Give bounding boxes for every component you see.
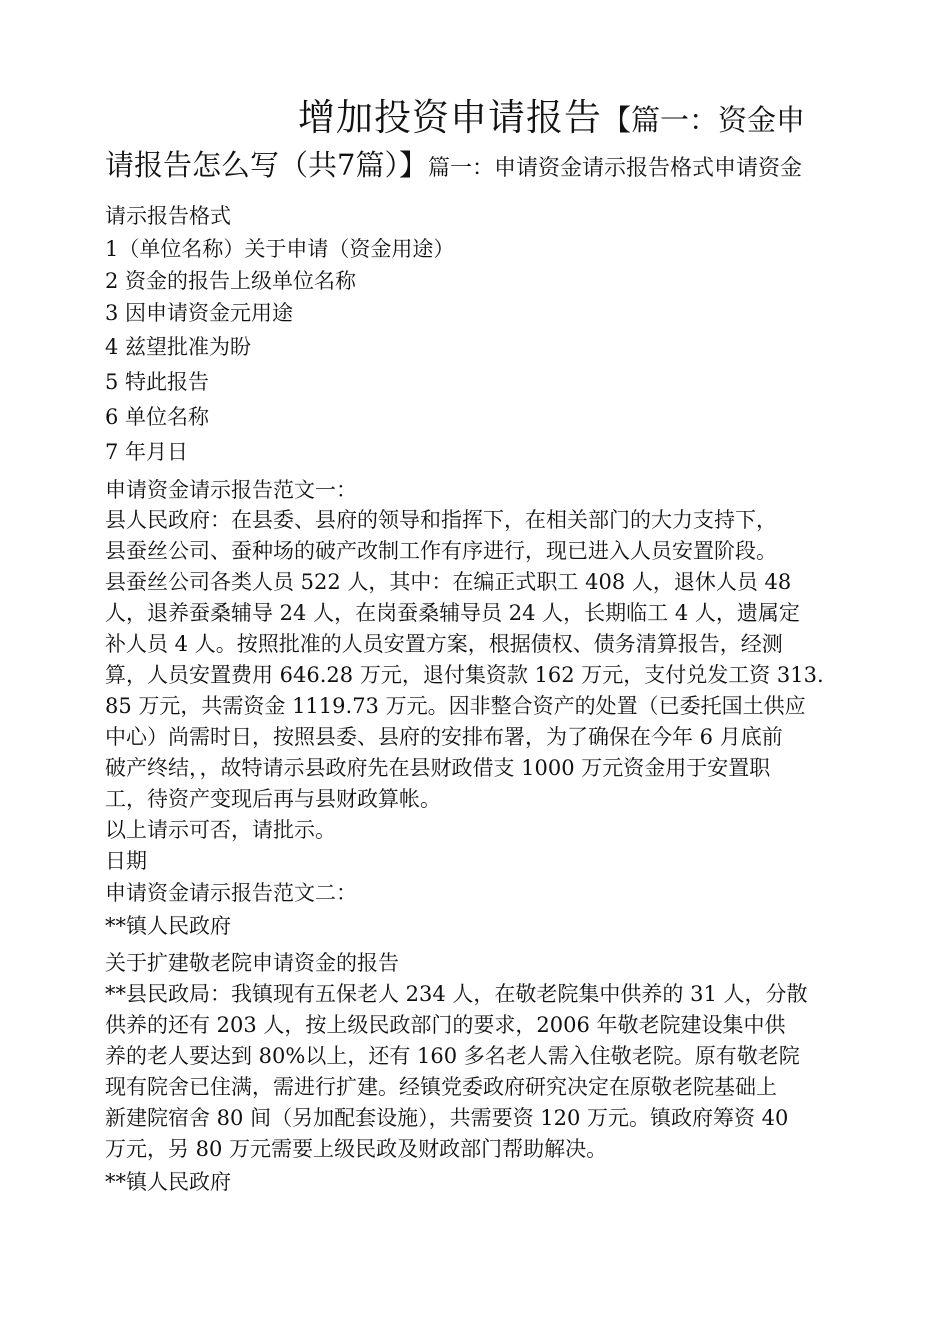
example-1-line: 破产终结，，故特请示县政府先在县财政借支 1000 万元资金用于安置职 [105,756,771,780]
format-heading: 请示报告格式 [105,204,231,228]
format-item: 4 兹望批准为盼 [105,335,252,359]
document-title-line-2 [105,150,802,182]
example-2-line: **县民政局：我镇现有五保老人 234 人，在敬老院集中供养的 31 人，分散 [105,982,808,1006]
example-1-line: 补人员 4 人。按照批准的人员安置方案，根据债权、债务清算报告，经测 [105,632,783,656]
example-2-org: **镇人民政府 [105,914,231,938]
example-2-line: 新建院宿舍 80 间（另加配套设施），共需要资 120 万元。镇政府筹资 40 [105,1106,789,1130]
example-1-line: 人，退养蚕桑辅导 24 人，在岗蚕桑辅导员 24 人，长期临工 4 人，遗属定 [105,601,800,625]
example-1-line: 工，待资产变现后再与县财政算帐。 [105,787,441,811]
example-2-line: 万元，另 80 万元需要上级民政及财政部门帮助解决。 [105,1137,608,1161]
example-1-line: 县蚕丝公司各类人员 522 人，其中：在编正式职工 408 人，退休人员 48 [105,570,792,594]
format-item: 6 单位名称 [105,405,210,429]
example-2-line: 现有院舍已住满，需进行扩建。经镇党委政府研究决定在原敬老院基础上 [105,1075,777,1099]
example-1-line: 算，人员安置费用 646.28 万元，退付集资款 162 万元，支付兑发工资 313. [105,663,824,687]
example-2-signature: **镇人民政府 [105,1170,231,1194]
example-1-heading: 申请资金请示报告范文一： [105,478,357,502]
format-item: 5 特此报告 [105,370,210,394]
document-title-line-1 [298,98,805,139]
example-1-closing: 以上请示可否，请批示。 [105,818,336,842]
example-1-line: 中心）尚需时日，按照县委、县府的安排布署，为了确保在今年 6 月底前 [105,725,783,749]
format-item: 3 因申请资金元用途 [105,301,294,325]
format-item: 7 年月日 [105,440,189,464]
format-item: 1（单位名称）关于申请（资金用途） [105,237,455,261]
example-2-line: 供养的还有 203 人，按上级民政部门的要求，2006 年敬老院建设集中供 [105,1013,786,1037]
example-1-line: 县人民政府：在县委、县府的领导和指挥下，在相关部门的大力支持下， [105,508,777,532]
example-2-subject: 关于扩建敬老院申请资金的报告 [105,951,399,975]
example-1-date: 日期 [105,849,147,873]
example-2-heading: 申请资金请示报告范文二： [105,881,357,905]
document-title: 增加投资申请报告 [298,96,602,139]
example-2-line: 养的老人要达到 80%以上，还有 160 多名老人需入住敬老院。原有敬老院 [105,1044,800,1068]
example-1-line: 85 万元，共需资金 1119.73 万元。因非整合资产的处置（已委托国土供应 [105,694,806,718]
document-title-bracket: 【篇一：资金申 [602,103,806,137]
document-title-continued: 请报告怎么写（共7篇）】 [105,148,428,182]
document-subtitle: 篇一：申请资金请示报告格式申请资金 [427,156,802,181]
format-item: 2 资金的报告上级单位名称 [105,269,357,293]
example-1-line: 县蚕丝公司、蚕种场的破产改制工作有序进行，现已进入人员安置阶段。 [105,539,777,563]
